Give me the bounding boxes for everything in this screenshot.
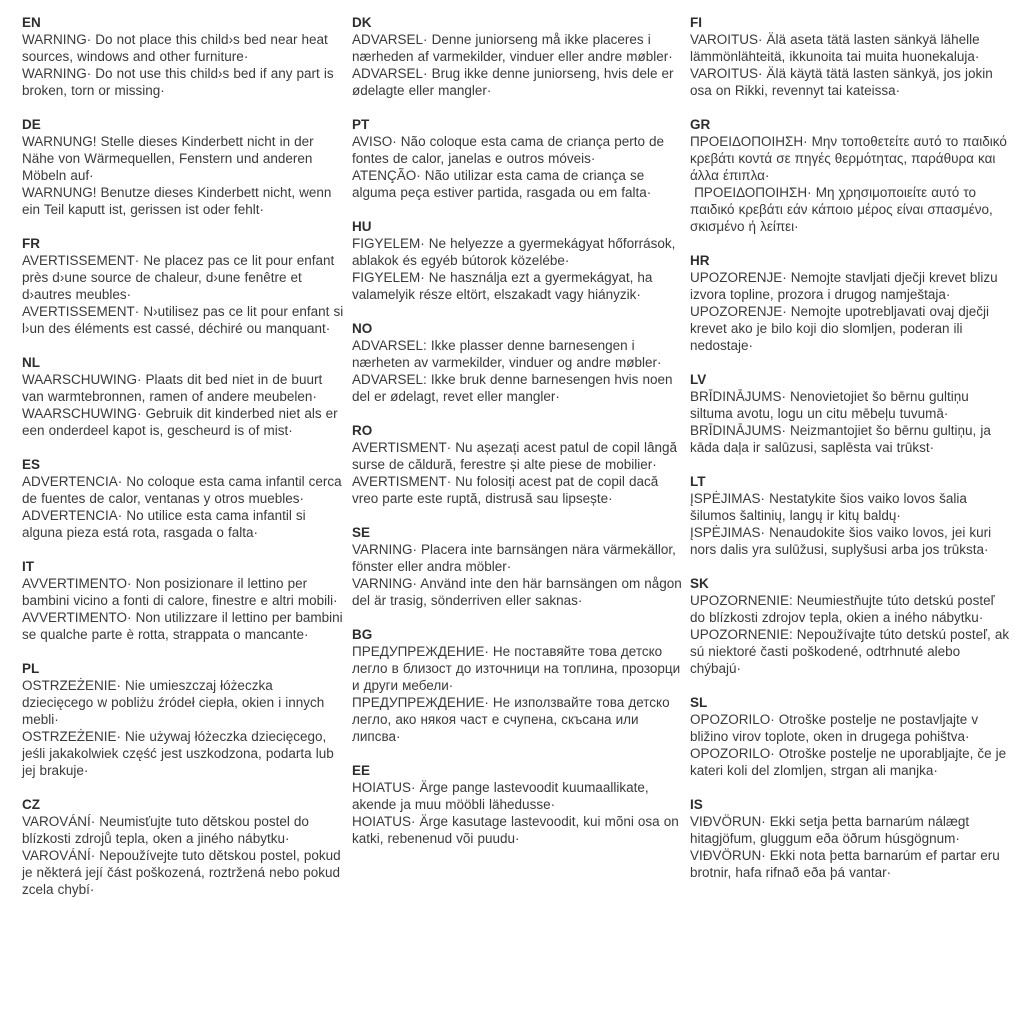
warning-paragraphs	[352, 439, 682, 507]
warning-paragraph: AVVERTIMENTO· Non utilizzare il lettino per bambini se qualche parte è rotta, strappata o mancante·	[22, 610, 347, 642]
language-section	[690, 252, 1010, 354]
warning-paragraphs	[22, 31, 344, 99]
warning-paragraphs	[22, 473, 344, 541]
language-section	[22, 235, 348, 337]
warning-paragraphs	[352, 133, 682, 201]
language-section	[690, 116, 1010, 235]
language-code-heading: HU	[352, 219, 372, 234]
warning-paragraph: ПРЕДУПРЕЖДЕНИЕ· Не използвайте това детско легло, ако някоя част е счупена, скъсана или липсва·	[352, 695, 674, 744]
language-code-heading: SK	[690, 576, 709, 591]
warning-paragraphs	[22, 133, 344, 218]
language-code-heading: IS	[690, 797, 703, 812]
language-code-heading: FI	[690, 15, 702, 30]
warning-paragraphs	[690, 133, 1010, 235]
warning-paragraphs	[352, 337, 682, 405]
warning-paragraph: VAROITUS· Älä käytä tätä lasten sänkyä, jos jokin osa on Rikki, revennyt tai kateissa·	[690, 66, 997, 98]
warning-paragraph: ADVARSEL· Brug ikke denne juniorseng, hvis dele er ødelagte eller mangler·	[352, 66, 678, 98]
warning-paragraph: UPOZORNENIE: Nepoužívajte túto detskú posteľ, ak sú niektoré časti poškodené, odtrhnuté alebo chýbajú·	[690, 627, 1014, 676]
warning-paragraphs	[352, 541, 686, 609]
warning-paragraph: OPOZORILO· Otroške postelje ne postavljajte v bližino virov toplote, oken in drugega pohištva·	[690, 712, 983, 744]
language-section	[352, 14, 682, 99]
warning-paragraph: WARNING· Do not place this child›s bed near heat sources, windows and other furniture·	[22, 32, 332, 64]
warning-paragraph: ATENÇÃO· Não utilizar esta cama de criança se alguma peça estiver partida, rasgada ou em falta·	[352, 168, 652, 200]
language-code-heading: SE	[352, 525, 371, 540]
warning-paragraph: ADVARSEL· Denne juniorseng må ikke placeres i nærheden af varmekilder, vinduer eller andre møbler·	[352, 32, 673, 64]
language-section	[690, 371, 1010, 456]
warning-paragraph: HOIATUS· Ärge kasutage lastevoodit, kui mõni osa on katki, rebenenud või puudu·	[352, 814, 683, 846]
warning-paragraph: WARNUNG! Stelle dieses Kinderbett nicht in der Nähe von Wärmequellen, Fenstern und anderen Möbeln auf·	[22, 134, 318, 183]
warning-paragraph: AVVERTIMENTO· Non posizionare il lettino per bambini vicino a fonti di calore, finestre e altri mobili·	[22, 576, 338, 608]
language-code-heading: EN	[22, 15, 41, 30]
warning-paragraph: UPOZORENJE· Nemojte upotrebljavati ovaj dječji krevet ako je bilo koji dio slomljen, poderan ili nedostaje·	[690, 304, 994, 353]
warning-paragraph: ADVARSEL: Ikke plasser denne barnesengen i nærheten av varmekilder, vinduer og andre møbler·	[352, 338, 662, 370]
language-section	[352, 320, 682, 405]
column-3	[690, 14, 1014, 1024]
language-code-heading: HR	[690, 253, 710, 268]
warning-paragraph: VAROVÁNÍ· Nepoužívejte tuto dětskou postel, pokud je některá její část poškozená, roztržená nebo pokud zcela chybí·	[22, 848, 345, 897]
warning-paragraphs	[690, 269, 1010, 354]
warning-paragraphs	[352, 643, 685, 745]
warning-paragraph: BRĪDINĀJUMS· Neizmantojiet šo bērnu gultiņu, ja kāda daļa ir salūzusi, saplēsta vai trūkst·	[690, 423, 995, 455]
language-section	[22, 558, 347, 643]
language-section	[22, 456, 344, 541]
warning-paragraph: ADVERTENCIA· No coloque esta cama infantil cerca de fuentes de calor, ventanas y otros muebles·	[22, 474, 346, 506]
warning-paragraph: ΠΡΟΕΙΔΟΠΟΙΗΣΗ· Μη χρησιμοποιείτε αυτό το παιδικό κρεβάτι εάν κάποιο μέρος είναι σπασμένο, σκισμένο ή λείπει·	[690, 185, 997, 234]
language-section	[690, 796, 1010, 881]
warning-paragraph: VARNING· Placera inte barnsängen nära värmekällor, fönster eller andra möbler·	[352, 542, 680, 574]
language-section	[352, 524, 686, 609]
warning-paragraph: ПРЕДУПРЕЖДЕНИЕ· Не поставяйте това детско легло в близост до източници на топлина, прозорци и други мебели·	[352, 644, 685, 693]
warning-paragraph: WAARSCHUWING· Plaats dit bed niet in de buurt van warmtebronnen, ramen of andere meubelen·	[22, 372, 327, 404]
warning-paragraphs	[22, 575, 347, 643]
language-section	[690, 694, 1010, 779]
language-section	[352, 762, 682, 847]
warning-paragraph: UPOZORNENIE: Neumiestňujte túto detskú posteľ do blízkosti zdrojov tepla, okien a iného nábytku·	[690, 593, 999, 625]
warning-paragraph: ADVERTENCIA· No utilice esta cama infantil si alguna pieza está rota, rasgada o falta·	[22, 508, 310, 540]
warning-paragraph: OPOZORILO· Otroške postelje ne uporabljajte, če je kateri koli del zlomljen, strgan ali manjka·	[690, 746, 1011, 778]
language-section	[22, 14, 344, 99]
warning-paragraph: WARNUNG! Benutze dieses Kinderbett nicht, wenn ein Teil kaputt ist, gerissen ist oder fehlt·	[22, 185, 336, 217]
warning-paragraph: ĮSPĖJIMAS· Nenaudokite šios vaiko lovos, jei kuri nors dalis yra sulūžusi, suplyšusi arba jos trūksta·	[690, 525, 996, 557]
warning-paragraphs	[690, 31, 1010, 99]
language-section	[690, 575, 1014, 677]
language-code-heading: PT	[352, 117, 370, 132]
language-code-heading: CZ	[22, 797, 40, 812]
language-code-heading: NL	[22, 355, 40, 370]
language-code-heading: NO	[352, 321, 373, 336]
warning-paragraph: BRĪDINĀJUMS· Nenovietojiet šo bērnu gultiņu siltuma avotu, logu un citu mēbeļu tuvumā·	[690, 389, 973, 421]
warning-paragraphs	[22, 252, 348, 337]
warning-paragraph: HOIATUS· Ärge pange lastevoodit kuumaallikate, akende ja muu mööbli lähedusse·	[352, 780, 653, 812]
language-section	[690, 14, 1010, 99]
warning-paragraph: VIÐVÖRUN· Ekki nota þetta barnarúm ef partar eru brotnir, hafa rifnað eða þá vantar·	[690, 848, 1004, 880]
language-code-heading: RO	[352, 423, 373, 438]
warning-paragraphs	[690, 592, 1014, 677]
warning-paragraph: VIÐVÖRUN· Ekki setja þetta barnarúm nálægt hitagjöfum, gluggum eða öðrum húsgögnum·	[690, 814, 974, 846]
warning-paragraph: ĮSPĖJIMAS· Nestatykite šios vaiko lovos šalia šilumos šaltinių, langų ir kitų baldų·	[690, 491, 971, 523]
language-code-heading: EE	[352, 763, 371, 778]
language-code-heading: ES	[22, 457, 41, 472]
warning-paragraph: AVERTISSEMENT· Ne placez pas ce lit pour enfant près d›une source de chaleur, d›une fenêtre et d›autres meubles·	[22, 253, 339, 302]
warning-paragraphs	[22, 371, 344, 439]
warning-paragraph: FIGYELEM· Ne használja ezt a gyermekágyat, ha valamelyik része eltört, elszakadt vagy hiányzik·	[352, 270, 657, 302]
language-section	[22, 796, 344, 898]
language-code-heading: BG	[352, 627, 373, 642]
warning-paragraphs	[690, 813, 1010, 881]
language-section	[352, 116, 682, 201]
warning-paragraph: UPOZORENJE· Nemojte stavljati dječji krevet blizu izvora topline, prozora i drugog namještaja·	[690, 270, 1002, 302]
warning-paragraph: WARNING· Do not use this child›s bed if any part is broken, torn or missing·	[22, 66, 338, 98]
language-section	[22, 116, 344, 218]
warning-paragraphs	[352, 31, 682, 99]
language-section	[22, 354, 344, 439]
language-code-heading: SL	[690, 695, 708, 710]
language-section	[22, 660, 344, 779]
column-1	[22, 14, 348, 1024]
warning-paragraph: ADVARSEL: Ikke bruk denne barnesengen hvis noen del er ødelagt, revet eller mangler·	[352, 372, 677, 404]
language-code-heading: DE	[22, 117, 41, 132]
warning-paragraphs	[22, 813, 344, 898]
language-code-heading: PL	[22, 661, 40, 676]
warning-paragraphs	[690, 490, 1010, 558]
column-2	[352, 14, 686, 1024]
warning-paragraph: VARNING· Använd inte den här barnsängen om någon del är trasig, sönderriven eller saknas·	[352, 576, 686, 608]
warning-paragraph: WAARSCHUWING· Gebruik dit kinderbed niet als er een onderdeel kapot is, gescheurd is of mist·	[22, 406, 342, 438]
language-code-heading: LV	[690, 372, 707, 387]
warning-paragraph: FIGYELEM· Ne helyezze a gyermekágyat hőforrások, ablakok és egyéb bútorok közelébe·	[352, 236, 680, 268]
warning-paragraph: OSTRZEŻENIE· Nie używaj łóżeczka dziecięcego, jeśli jakakolwiek część jest uszkodzona, podarta lub jej brakuje·	[22, 729, 338, 778]
warning-paragraph: ΠΡΟΕΙΔΟΠΟΙΗΣΗ· Μην τοποθετείτε αυτό το παιδικό κρεβάτι κοντά σε πηγές θερμότητας, παράθυρα και άλλα έπιπλα·	[690, 134, 1011, 183]
warning-paragraph: OSTRZEŻENIE· Nie umieszczaj łóżeczka dziecięcego w pobliżu źródeł ciepła, okien i innych mebli·	[22, 678, 329, 727]
language-section	[690, 473, 1010, 558]
warning-paragraphs	[352, 779, 682, 847]
warning-paragraphs	[690, 711, 1010, 779]
warning-paragraphs	[690, 388, 1010, 456]
language-code-heading: LT	[690, 474, 706, 489]
language-code-heading: DK	[352, 15, 372, 30]
language-section	[352, 626, 685, 745]
language-code-heading: GR	[690, 117, 711, 132]
warning-paragraphs	[22, 677, 344, 779]
language-section	[352, 422, 682, 507]
warning-paragraphs	[352, 235, 682, 303]
warning-paragraph: AVERTISMENT· Nu așezați acest patul de copil lângă surse de căldură, ferestre și alte piese de mobilier·	[352, 440, 682, 472]
warning-paragraph: VAROVÁNÍ· Neumisťujte tuto dětskou postel do blízkosti zdrojů tepla, oken a jiného nábytku·	[22, 814, 314, 846]
warning-paragraph: AVISO· Não coloque esta cama de criança perto de fontes de calor, janelas e outros móveis·	[352, 134, 669, 166]
warning-paragraph: AVERTISMENT· Nu folosiți acest pat de copil dacă vreo parte este ruptă, distrusă sau lipsește·	[352, 474, 663, 506]
language-code-heading: FR	[22, 236, 40, 251]
language-section	[352, 218, 682, 303]
warning-paragraph: AVERTISSEMENT· N›utilisez pas ce lit pour enfant si l›un des éléments est cassé, déchiré ou manquant·	[22, 304, 348, 336]
warning-paragraph: VAROITUS· Älä aseta tätä lasten sänkyä lähelle lämmönlähteitä, ikkunoita tai muita huonekaluja·	[690, 32, 984, 64]
language-code-heading: IT	[22, 559, 34, 574]
